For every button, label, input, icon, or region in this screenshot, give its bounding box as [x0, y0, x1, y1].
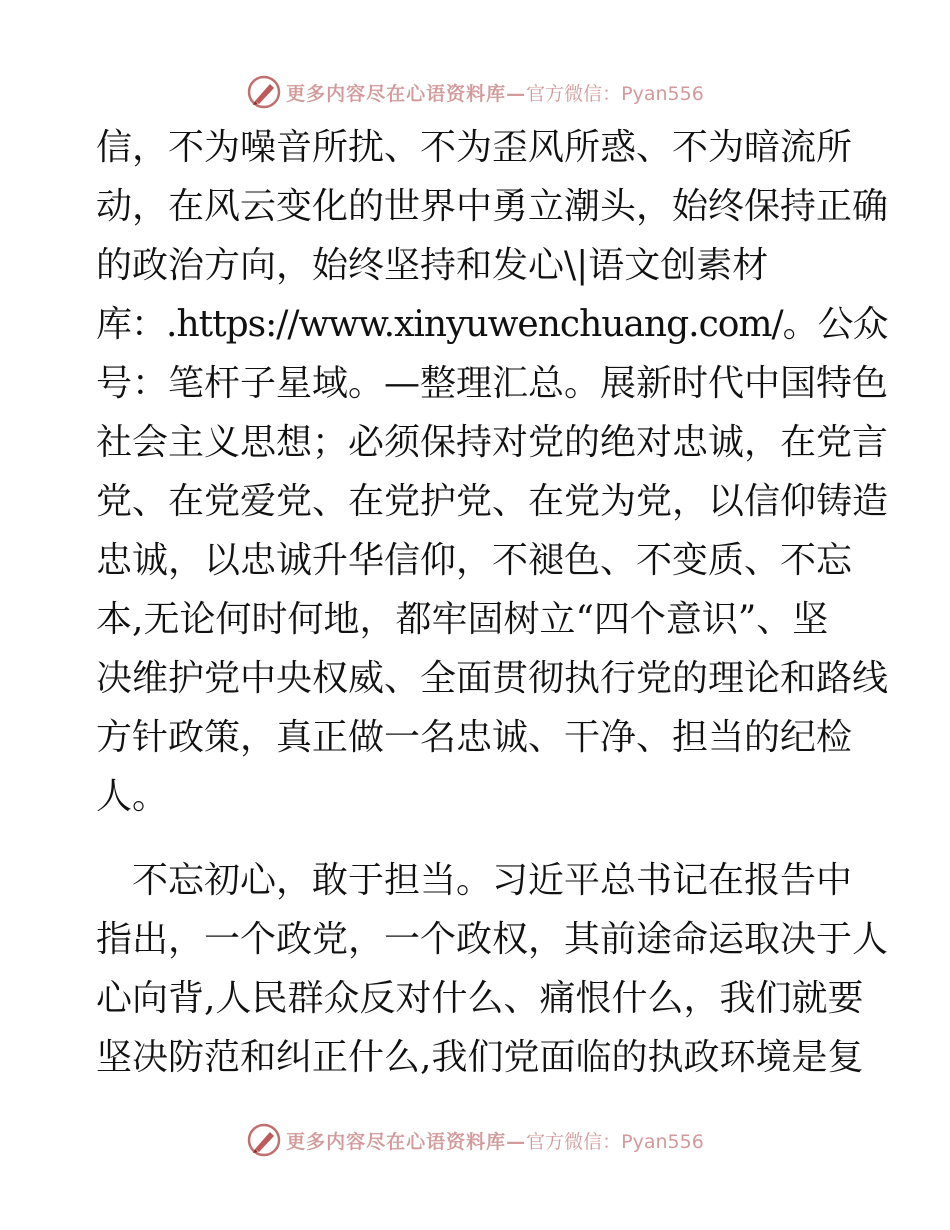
pen-logo-icon — [246, 74, 282, 110]
watermark-text: 更多内容尽在心语资料库— — [286, 82, 527, 105]
pen-logo-icon — [246, 1122, 282, 1158]
text-line: 心向背,人民群众反对什么、痛恨什么，我们就要 — [96, 978, 864, 1019]
paragraph — [96, 851, 889, 1087]
text-line-url: 库：.https://www.xinyuwenchuang.com/。公众 — [96, 304, 888, 345]
text-line: 社会主义思想；必须保持对党的绝对忠诚，在党言 — [96, 422, 889, 463]
text-line: 党、在党爱党、在党护党、在党为党，以信仰铸造 — [96, 481, 889, 522]
watermark-wechat: 官方微信：Pyan556 — [526, 1130, 704, 1153]
text-line: 本,无论何时何地，都牢固树立“四个意识”、坚 — [96, 599, 829, 640]
text-line: 的政治方向，始终坚持和发心\|语文创素材 — [96, 245, 769, 286]
document-body — [96, 118, 889, 1087]
watermark-wechat: 官方微信：Pyan556 — [526, 82, 704, 105]
text-line: 忠诚，以忠诚升华信仰，不褪色、不变质、不忘 — [96, 540, 853, 581]
text-line: 坚决防范和纠正什么,我们党面临的执政环境是复 — [96, 1037, 864, 1078]
text-line: 不忘初心，敢于担当。习近平总书记在报告中 — [96, 860, 853, 901]
text-line: 号：笔杆子星域。—整理汇总。展新时代中国特色 — [96, 363, 889, 404]
text-line: 信，不为噪音所扰、不为歪风所惑、不为暗流所 — [96, 127, 853, 168]
text-line: 方针政策，真正做一名忠诚、干净、担当的纪检 — [96, 717, 853, 758]
footer-watermark — [0, 1120, 950, 1160]
text-line: 动，在风云变化的世界中勇立潮头，始终保持正确 — [96, 186, 889, 227]
paragraph — [96, 118, 889, 826]
watermark-text: 更多内容尽在心语资料库— — [286, 1130, 527, 1153]
text-line: 人。 — [96, 776, 169, 817]
text-line: 决维护党中央权威、全面贯彻执行党的理论和路线 — [96, 658, 889, 699]
text-line: 指出，一个政党，一个政权，其前途命运取决于人 — [96, 919, 889, 960]
header-watermark — [0, 72, 950, 112]
